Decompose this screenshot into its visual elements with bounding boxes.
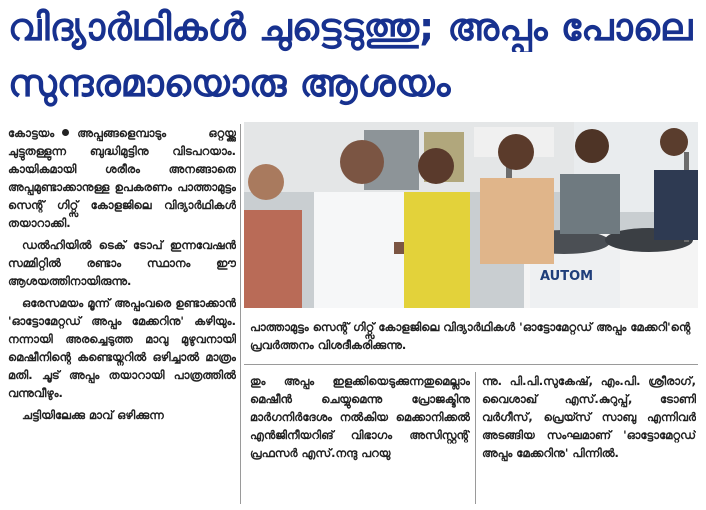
column-divider-2 xyxy=(475,372,476,504)
article-column-1 xyxy=(8,124,236,508)
column-divider-1 xyxy=(240,124,241,504)
column-2-text: തും അപ്പം ഇളക്കിയെടുക്കുന്നതുമെല്ലാം മെഷീൻ ചെയ്യുമെന്നു പ്രോജക്ടിനു മാർഗനിർദേശം നൽകിയ മെക്കാനിക്കൽ എൻജിനീയറിങ് വിഭാഗം അസിസ്റ്റന്റ് പ്രഫസർ എസ്.നന്ദു പറയു xyxy=(250,374,470,460)
headline-line-2: സുന്ദരമായൊരു ആശയം xyxy=(8,61,451,105)
headline-line-1: വിദ്യാർഥികൾ ചുട്ടെടുത്തു; അപ്പം പോലെ xyxy=(8,5,693,49)
paragraph-4: ചട്ടിയിലേക്കു മാവ് ഒഴിക്കുന്ന xyxy=(22,408,164,422)
news-photo xyxy=(244,122,698,308)
paragraph-2: ഡൽഹിയിൽ ടെക് ടോപ് ഇന്നവേഷൻ സമ്മിറ്റിൽ രണ്ടാം സ്ഥാനം ഈ ആശയത്തിനായിരുന്നു. xyxy=(8,238,236,288)
paragraph-1-text: അപ്പങ്ങളെമ്പാടും ഒറ്റയ്ക്കു ചുട്ടുതള്ളുന്ന ബുദ്ധിമുട്ടിനു വിടപറയാം. കായികമായി ശരീരം അനങ്ങാതെ അപ്പമുണ്ടാക്കാനുള്ള ഉപകരണം പാത്താമുട്ടം സെന്റ് ഗിറ്റ്സ് കോളജിലെ വിദ്യാർഥികൾ തയാറാക്കി. xyxy=(8,126,236,230)
article-column-3 xyxy=(482,372,696,506)
dateline: കോട്ടയം xyxy=(8,126,55,140)
caption-rule xyxy=(244,364,698,365)
photo-banner-text: AUTOM xyxy=(540,269,594,284)
paragraph-3: ഒരേസമയം മൂന്ന് അപ്പംവരെ ഉണ്ടാക്കാൻ 'ഓട്ടോമേറ്റഡ് അപ്പം മേക്കറിനു' കഴിയും. നന്നായി അരച്ചെടുത്ത മാവു മുഴുവനായി മെഷീനിന്റെ കണ്ടെയ്നറിൽ ഒഴിച്ചാൽ മാത്രം മതി. ചൂട് അപ്പം തയാറായി പാത്രത്തിൽ വന്നുവീഴും. xyxy=(8,296,236,400)
paragraph-1 xyxy=(8,124,236,232)
photo-caption: പാത്താമുട്ടം സെന്റ് ഗിറ്റ്സ് കോളജിലെ വിദ്യാർഥികൾ 'ഓട്ടോമേറ്റഡ് അപ്പം മേക്കറി'ന്റെ പ്രവർത്തനം വിശദീകരിക്കുന്നു. xyxy=(250,320,691,352)
news-photo-illustration xyxy=(244,122,698,308)
article-column-2 xyxy=(250,372,470,506)
bullet-dot xyxy=(62,129,69,136)
column-3-text: ന്നു. പി.പി.സുകേഷ്, എം.പി. ശ്രീരാഗ്, വൈശാഖ് എസ്.കുറുപ്പ്, ടോണി വർഗീസ്, പ്രെയ്സ് സാബു എന്നിവർ അടങ്ങിയ സംഘമാണ് 'ഓട്ടോമേറ്റഡ് അപ്പം മേക്കറിനു' പിന്നിൽ. xyxy=(482,374,696,460)
